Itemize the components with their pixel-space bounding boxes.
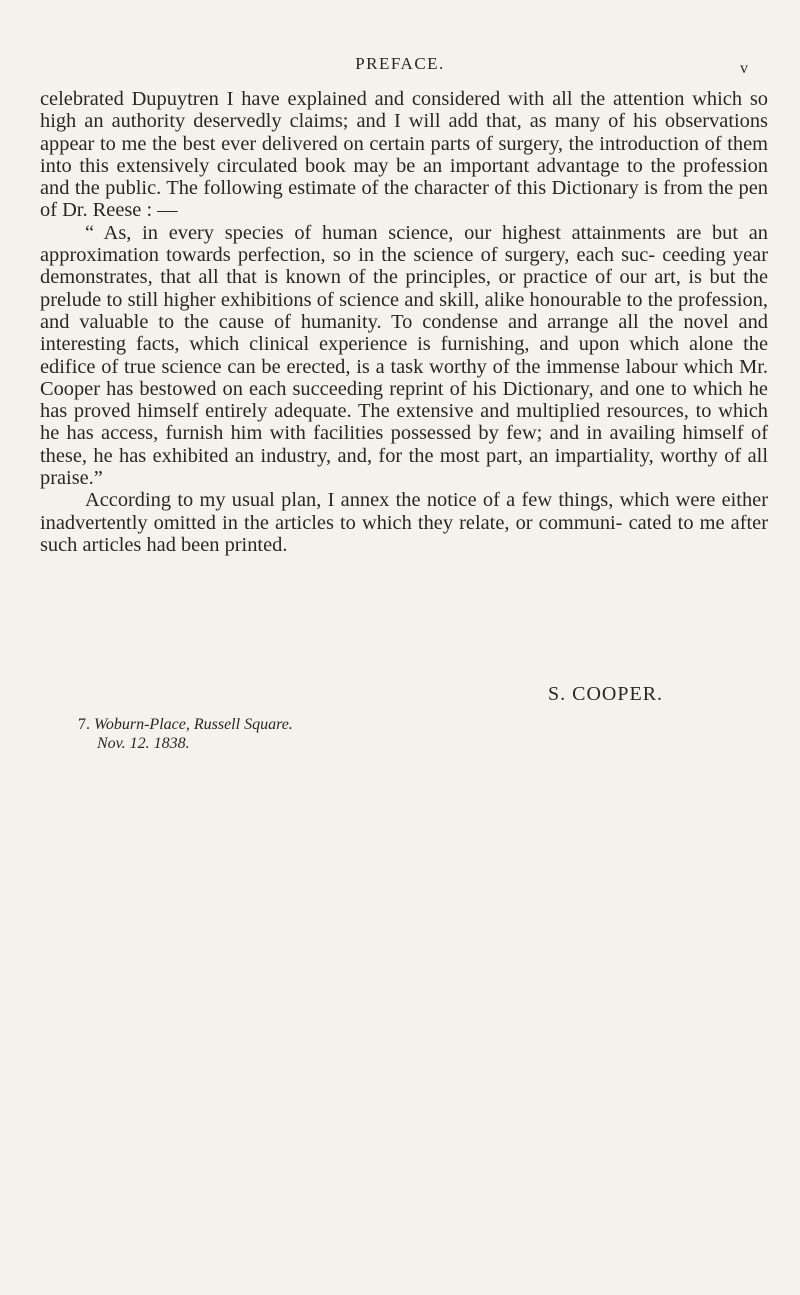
paragraph-1: celebrated Dupuytren I have explained and considered with all the attention which so high an authority deservedly claims; and I will add that, as many of his observations appear to me the best ever delivered on certain parts of surgery, the introduction of them into this extensively circulated book may be an important advantage to the profession and the public. The following estimate of the character of this Dictionary is from the pen of Dr. Reese : — — [40, 88, 768, 222]
address-number: 7. — [78, 716, 90, 733]
address-line-2 — [78, 734, 293, 753]
body-text — [40, 88, 768, 556]
page-header — [0, 50, 800, 80]
address-block — [78, 715, 293, 753]
page-number: v — [740, 60, 748, 77]
paragraph-quote: “ As, in every species of human science, our highest attainments are but an approximation towards perfection, so in the science of surgery, each suc- ceeding year demonstrates, that all that is known of the principles, or practice of our art, is but the prelude to still higher exhibitions of science and skill, alike honourable to the profession, and valuable to the cause of humanity. To condense and arrange all the novel and interesting facts, which clinical experience is furnishing, and upon which alone the edifice of true science can be erected, is a task worthy of the immense labour which Mr. Cooper has bestowed on each succeeding reprint of his Dictionary, and one to which he has proved himself entirely adequate. The extensive and multiplied resources, to which he has access, furnish him with facilities possessed by few; and in availing himself of these, he has exhibited an industry, and, for the most part, an impartiality, worthy of all praise.” — [40, 221, 768, 490]
signature: S. COOPER. — [548, 683, 664, 705]
paragraph-3: According to my usual plan, I annex the notice of a few things, which were either inadvertently omitted in the articles to which they relate, or communi- cated to me after such articles had been printed. — [40, 489, 768, 556]
running-title: PREFACE. — [355, 54, 445, 73]
address-date: Nov. 12. 1838. — [97, 735, 190, 752]
address-street: Woburn-Place, — [94, 716, 190, 733]
address-line-1 — [78, 715, 293, 734]
address-area: Russell Square. — [193, 716, 293, 733]
